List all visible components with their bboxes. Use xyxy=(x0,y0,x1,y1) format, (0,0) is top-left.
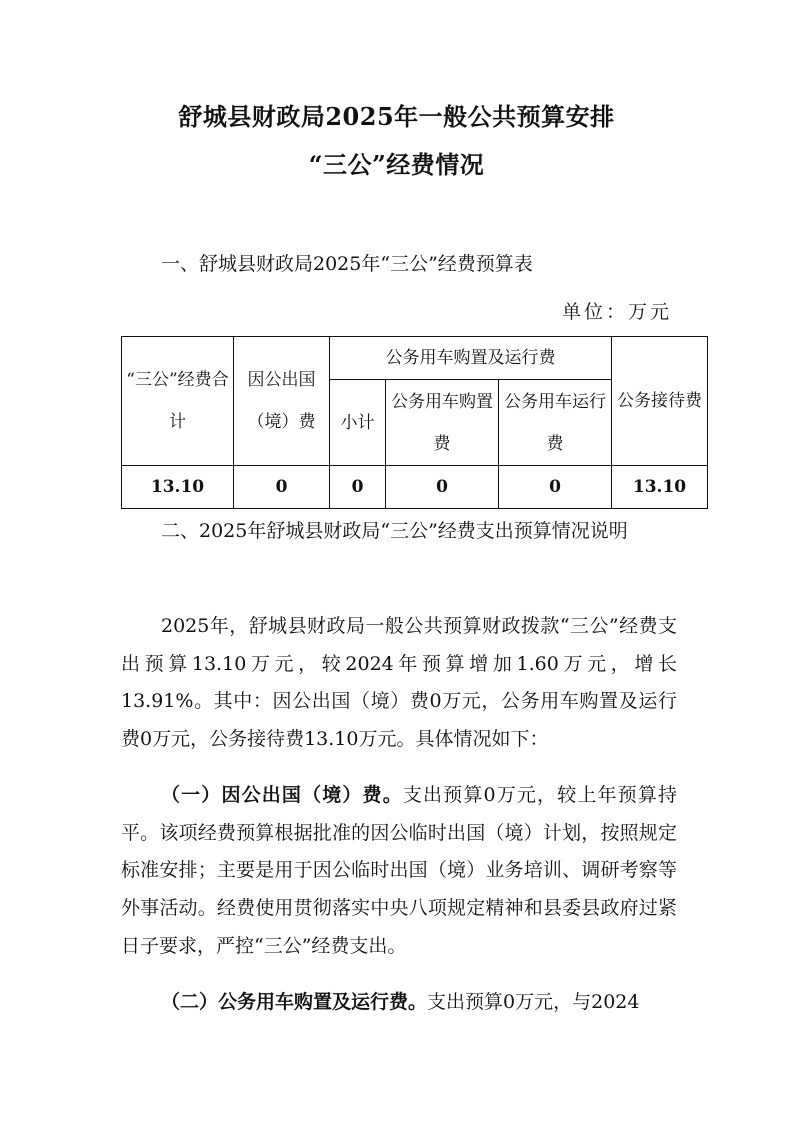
document-title-line2: “三公”经费情况 xyxy=(308,150,485,179)
cell-reception: 13.10 xyxy=(612,466,708,509)
section2-heading: 二、2025年舒城县财政局“三公”经费支出预算情况说明 xyxy=(161,520,628,542)
cell-vehicle-purchase: 0 xyxy=(386,466,499,509)
header-vehicle-purchase: 公务用车购置费 xyxy=(386,380,499,466)
cell-abroad: 0 xyxy=(234,466,330,509)
cell-vehicle-operation: 0 xyxy=(499,466,612,509)
document-title-line1: 舒城县财政局2025年一般公共预算安排 xyxy=(178,102,615,131)
paragraph-abroad-lead: （一）因公出国（境）费。 xyxy=(161,784,403,806)
section1-heading: 一、舒城县财政局2025年“三公”经费预算表 xyxy=(161,253,533,275)
header-vehicle-group: 公务用车购置及运行费 xyxy=(330,337,612,380)
budget-table xyxy=(121,336,708,509)
paragraph-vehicle xyxy=(121,984,677,1022)
paragraph-abroad xyxy=(121,777,677,966)
cell-vehicle-subtotal: 0 xyxy=(330,466,386,509)
unit-label: 单位：万元 xyxy=(561,301,672,323)
table-header-row xyxy=(122,337,708,380)
header-vehicle-operation: 公务用车运行费 xyxy=(499,380,612,466)
paragraph-abroad-body: 支出预算0万元，较上年预算持平。该项经费预算根据批准的因公临时出国（境）计划，按照规定标准安排；主要是用于因公临时出国（境）业务培训、调研考察等外事活动。经费使用贯彻落实中央八项规定精神和县委县政府过紧日子要求，严控“三公”经费支出。 xyxy=(121,784,677,957)
cell-total: 13.10 xyxy=(122,466,234,509)
header-total: “三公”经费合计 xyxy=(122,337,234,466)
paragraph-vehicle-body: 支出预算0万元，与2024 xyxy=(427,991,640,1013)
header-vehicle-subtotal: 小计 xyxy=(330,380,386,466)
paragraph-vehicle-lead: （二）公务用车购置及运行费。 xyxy=(161,991,428,1013)
header-reception: 公务接待费 xyxy=(612,337,708,466)
paragraph-summary: 2025年，舒城县财政局一般公共预算财政拨款“三公”经费支出预算13.10万元，较2024年预算增加1.60万元，增长13.91%。其中：因公出国（境）费0万元，公务用车购置及运行费0万元，公务接待费13.10万元。具体情况如下： xyxy=(121,615,677,751)
table-row xyxy=(122,466,708,509)
header-abroad: 因公出国（境）费 xyxy=(234,337,330,466)
